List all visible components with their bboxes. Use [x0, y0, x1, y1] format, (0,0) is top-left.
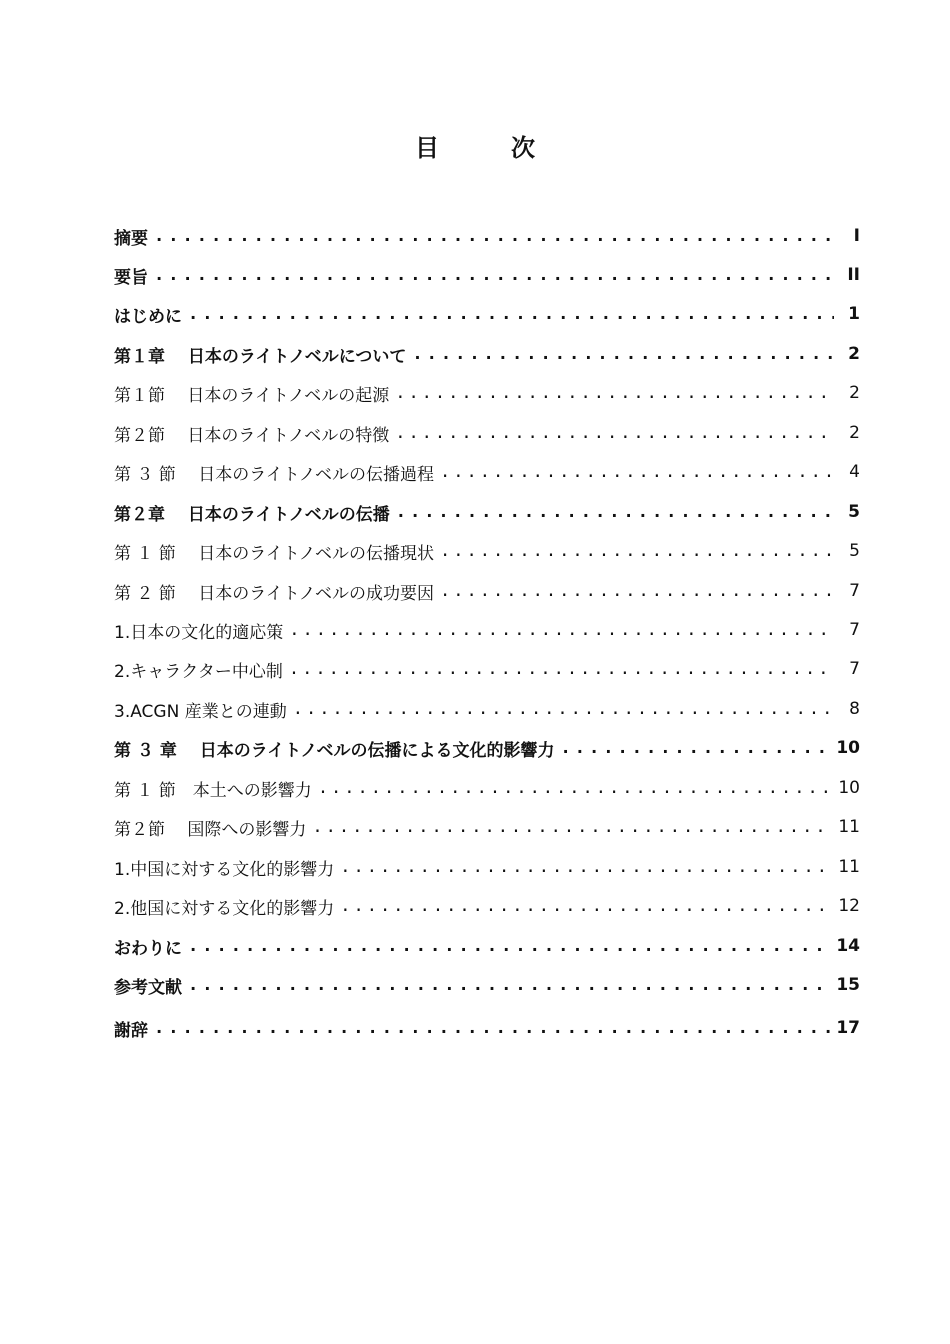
toc-entry-page-number: 11	[838, 857, 860, 877]
toc-entry-label: 参考文献	[114, 977, 182, 998]
toc-entry-page-number: 5	[849, 541, 860, 561]
toc-dot-leader	[395, 423, 834, 443]
toc-entry-page-number: 2	[849, 423, 860, 443]
toc-entry[interactable]	[114, 807, 860, 847]
toc-entry-page-number: I	[853, 226, 860, 246]
toc-entry-page-number: 5	[848, 502, 860, 522]
toc-entry[interactable]	[114, 294, 860, 334]
toc-entry-label: 第２節 日本のライトノベルの特徴	[114, 425, 390, 446]
toc-entry-page-number: 7	[849, 659, 860, 679]
toc-entry-label: 第２節 国際への影響力	[114, 819, 307, 840]
toc-entry-label: 第 １ 節 本土への影響力	[114, 780, 312, 801]
toc-entry[interactable]	[114, 334, 860, 374]
toc-entry-label: 2.キャラクター中心制	[114, 661, 283, 682]
toc-dot-leader	[396, 502, 834, 522]
toc-entry-label: 謝辞	[114, 1020, 148, 1041]
toc-entry[interactable]	[114, 728, 860, 768]
toc-entry[interactable]	[114, 965, 860, 1005]
toc-entry-label: 第 １ 節 日本のライトノベルの伝播現状	[114, 543, 435, 564]
toc-entry[interactable]	[114, 452, 860, 492]
toc-dot-leader	[440, 581, 834, 601]
toc-dot-leader	[440, 462, 834, 482]
toc-dot-leader	[561, 738, 831, 758]
toc-dot-leader	[340, 857, 832, 877]
toc-entry-label: はじめに	[114, 306, 182, 327]
toc-entry[interactable]	[114, 373, 860, 413]
toc-entry[interactable]	[114, 216, 860, 256]
toc-dot-leader	[154, 265, 834, 285]
toc-entry-label: 第 ３ 章 日本のライトノベルの伝播による文化的影響力	[114, 740, 555, 761]
toc-dot-leader	[312, 817, 832, 837]
toc-entry-label: 第 ３ 節 日本のライトノベルの伝播過程	[114, 464, 435, 485]
toc-entry[interactable]	[114, 847, 860, 887]
toc-dot-leader	[293, 699, 834, 719]
toc-entry[interactable]	[114, 492, 860, 532]
toc-entry[interactable]	[114, 926, 860, 966]
toc-entry-page-number: 4	[849, 462, 860, 482]
toc-dot-leader	[289, 620, 834, 640]
page-title: 目 次	[415, 134, 559, 162]
toc-entry[interactable]	[114, 1008, 860, 1048]
toc-entry[interactable]	[114, 413, 860, 453]
toc-dot-leader	[440, 541, 834, 561]
toc-entry[interactable]	[114, 768, 860, 808]
toc-entry-label: 第１章 日本のライトノベルについて	[114, 346, 407, 367]
toc-entry-page-number: 7	[849, 620, 860, 640]
toc-entry-page-number: 2	[848, 344, 860, 364]
toc-entry-label: 要旨	[114, 267, 148, 288]
toc-entry[interactable]	[114, 571, 860, 611]
toc-dot-leader	[154, 1018, 830, 1038]
toc-entry-label: 3.ACGN 産業との連動	[114, 701, 287, 722]
toc-entry-label: 1.日本の文化的適応策	[114, 622, 284, 643]
toc-entry-label: 1.中国に対する文化的影響力	[114, 859, 335, 880]
toc-entry-page-number: 10	[838, 778, 860, 798]
toc-entry-page-number: 12	[838, 896, 860, 916]
toc-entry[interactable]	[114, 531, 860, 571]
toc-dot-leader	[188, 936, 830, 956]
toc-dot-leader	[412, 344, 834, 364]
toc-entry-label: 第１節 日本のライトノベルの起源	[114, 385, 390, 406]
toc-entry[interactable]	[114, 689, 860, 729]
toc-entry[interactable]	[114, 886, 860, 926]
toc-dot-leader	[395, 383, 834, 403]
toc-entry-page-number: 17	[836, 1018, 860, 1038]
toc-entry-page-number: 14	[836, 936, 860, 956]
toc-dot-leader	[188, 304, 834, 324]
toc-entry[interactable]	[114, 255, 860, 295]
toc-entry-page-number: 15	[836, 975, 860, 995]
toc-dot-leader	[154, 226, 834, 246]
toc-dot-leader	[340, 896, 832, 916]
toc-entry-page-number: 7	[849, 581, 860, 601]
toc-entry-page-number: 2	[849, 383, 860, 403]
toc-entry-page-number: 11	[838, 817, 860, 837]
toc-entry-page-number: 10	[836, 738, 860, 758]
toc-dot-leader	[188, 975, 830, 995]
toc-entry-label: 第２章 日本のライトノベルの伝播	[114, 504, 390, 525]
toc-entry[interactable]	[114, 649, 860, 689]
toc-entry-label: 第 ２ 節 日本のライトノベルの成功要因	[114, 583, 435, 604]
toc-entry-label: 2.他国に対する文化的影響力	[114, 898, 335, 919]
toc-entry-page-number: 1	[848, 304, 860, 324]
toc-entry-label: 摘要	[114, 228, 148, 249]
toc-entry-page-number: 8	[849, 699, 860, 719]
toc-dot-leader	[289, 659, 834, 679]
toc-entry-label: おわりに	[114, 938, 182, 959]
toc-dot-leader	[318, 778, 833, 798]
toc-entry[interactable]	[114, 610, 860, 650]
toc-entry-page-number: II	[847, 265, 860, 285]
